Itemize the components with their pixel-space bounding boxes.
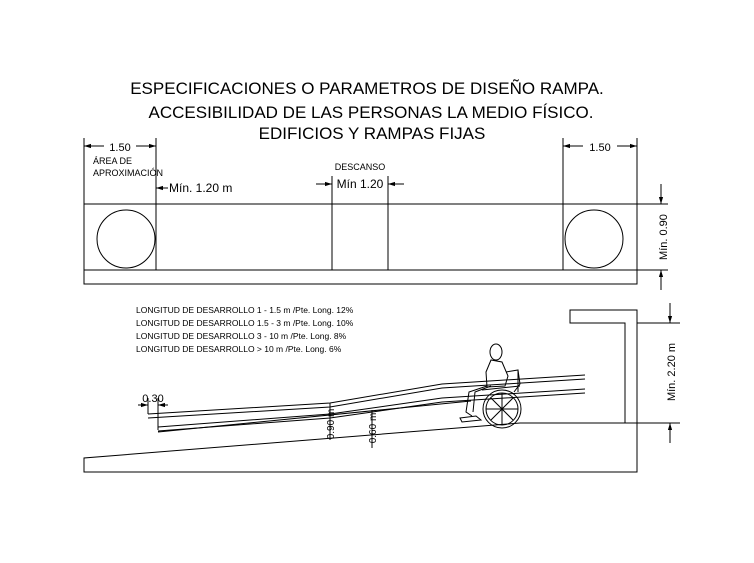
dim-right-label: 1.50 <box>589 142 611 154</box>
section-view <box>84 303 680 472</box>
dim-handrail-upper-label: 0.90 m <box>326 408 337 440</box>
slope-note: LONGITUD DE DESARROLLO 1.5 - 3 m /Pte. Long. 10% <box>136 318 354 328</box>
dim-min-width-label: Mín. 1.20 m <box>169 181 233 195</box>
landing-label: DESCANSO <box>334 162 386 172</box>
title-line-1: ESPECIFICACIONES O PARAMETROS DE DISEÑO RAMPA. <box>130 79 604 98</box>
dim-height-label: Mín. 0.90 <box>658 214 670 260</box>
slope-note: LONGITUD DE DESARROLLO > 10 m /Pte. Long. 6% <box>136 344 342 354</box>
overhead-beam <box>570 310 637 423</box>
approach-area-label-2: APROXIMACIÓN <box>93 168 164 178</box>
title-block <box>130 79 604 143</box>
slope-note: LONGITUD DE DESARROLLO 3 - 10 m /Pte. Long. 8% <box>136 331 347 341</box>
turning-circle-right <box>565 210 623 268</box>
dim-handrail-lower-label: 0.60 m <box>368 412 379 444</box>
dim-overhang-label: 0.30 <box>142 393 164 405</box>
title-line-2: ACCESIBILIDAD DE LAS PERSONAS LA MEDIO FÍSICO. <box>148 103 594 122</box>
approach-area-label-1: ÁREA DE <box>93 156 133 166</box>
plan-view <box>84 138 670 290</box>
slope-notes <box>136 305 354 354</box>
title-line-3: EDIFICIOS Y RAMPAS FIJAS <box>258 124 486 143</box>
landing-min-label: Mín 1.20 <box>336 177 384 191</box>
turning-circle-left <box>97 210 155 268</box>
plan-outline <box>84 204 637 284</box>
dim-left-label: 1.50 <box>109 142 131 154</box>
dim-clearance-label: Mín. 2.20 m <box>666 342 678 402</box>
slope-note: LONGITUD DE DESARROLLO 1 - 1.5 m /Pte. Long. 12% <box>136 305 354 315</box>
